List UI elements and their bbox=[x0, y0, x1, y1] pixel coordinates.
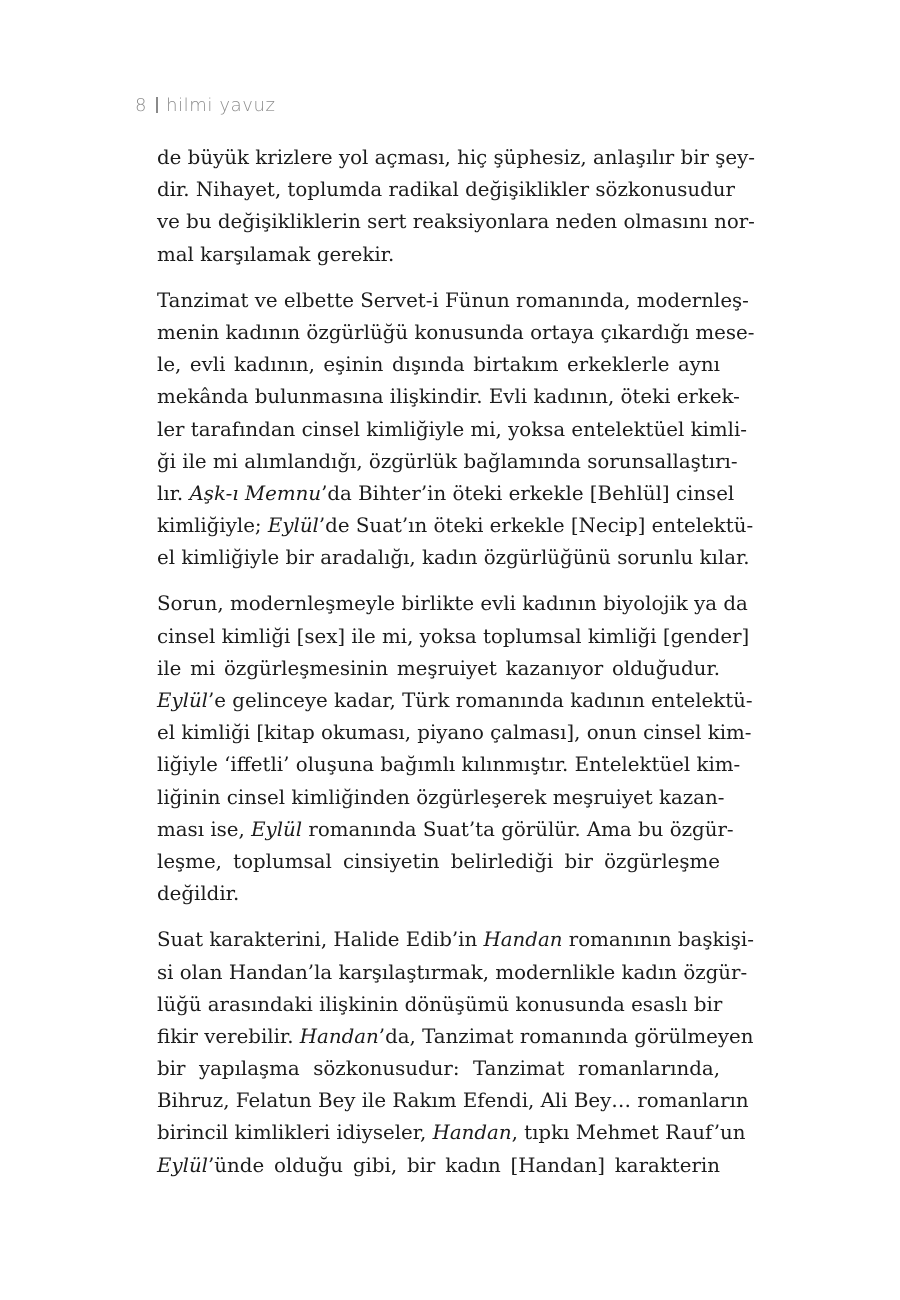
text-line: mal karşılamak gerekir. bbox=[157, 242, 395, 266]
text-line: lır. Aşk-ı Memnu’da Bihter’in öteki erkekle [Behlül] cinsel bbox=[157, 481, 735, 505]
paragraph bbox=[157, 588, 753, 910]
running-head bbox=[135, 95, 276, 116]
text-line: de büyük krizlere yol açması, hiç şüphesiz, anlaşılır bir şey- bbox=[157, 146, 755, 169]
text-line: le, evli kadının, eşinin dışında birtakım erkeklerle aynı bbox=[157, 353, 720, 377]
paragraph bbox=[157, 285, 755, 575]
text-line: Suat karakterini, Halide Edib’in Handan romanının başkişi- bbox=[157, 928, 754, 952]
text-line: ği ile mi alımlandığı, özgürlük bağlamında sorunsallaştırı- bbox=[157, 449, 738, 473]
paragraph bbox=[157, 924, 754, 1182]
italic-title: Eylül bbox=[157, 1153, 209, 1177]
italic-title: Eylül bbox=[251, 817, 303, 841]
text-line: ması ise, Eylül romanında Suat’ta görülür. Ama bu özgür- bbox=[157, 817, 734, 841]
text-line: Tanzimat ve elbette Servet-i Fünun romanında, modernleş- bbox=[157, 288, 749, 312]
paragraph bbox=[157, 142, 755, 271]
text-line: cinsel kimliği [sex] ile mi, yoksa toplumsal kimliği [gender] bbox=[157, 624, 750, 648]
text-line: bir yapılaşma sözkonusudur: Tanzimat romanlarında, bbox=[157, 1057, 720, 1081]
body-text bbox=[157, 142, 755, 1196]
text-line: menin kadının özgürlüğü konusunda ortaya çıkardığı mese- bbox=[157, 320, 755, 344]
text-line: değildir. bbox=[157, 882, 240, 906]
text-line: Bihruz, Felatun Bey ile Rakım Efendi, Ali Bey… romanların bbox=[157, 1089, 749, 1113]
text-line: leşme, toplumsal cinsiyetin belirlediği bir özgürleşme bbox=[157, 849, 720, 873]
text-line: ile mi özgürleşmesinin meşruiyet kazanıyor olduğudur. bbox=[157, 656, 720, 680]
author-name: hilmi yavuz bbox=[166, 95, 276, 116]
text-line: el kimliği [kitap okuması, piyano çalması], onun cinsel kim- bbox=[157, 721, 752, 745]
text-line: Eylül’ünde olduğu gibi, bir kadın [Handan] karakterin bbox=[157, 1153, 720, 1177]
italic-title: Handan bbox=[483, 928, 563, 952]
italic-title: Handan bbox=[299, 1024, 379, 1048]
text-line: ler tarafından cinsel kimliğiyle mi, yoksa entelektüel kimli- bbox=[157, 417, 747, 441]
header-separator bbox=[156, 97, 158, 113]
italic-title: Handan bbox=[432, 1121, 512, 1145]
text-line: kimliğiyle; Eylül’de Suat’ın öteki erkekle [Necip] entelektü- bbox=[157, 514, 754, 538]
text-line: mekânda bulunmasına ilişkindir. Evli kadının, öteki erkek- bbox=[157, 385, 740, 409]
page-number: 8 bbox=[135, 95, 148, 116]
italic-title: Aşk-ı Memnu bbox=[189, 481, 322, 505]
text-line: liğinin cinsel kimliğinden özgürleşerek meşruiyet kazan- bbox=[157, 785, 725, 809]
italic-title: Eylül bbox=[157, 689, 209, 712]
text-line: fikir verebilir. Handan’da, Tanzimat romanında görülmeyen bbox=[157, 1024, 754, 1048]
text-line: dir. Nihayet, toplumda radikal değişiklikler sözkonusudur bbox=[157, 178, 735, 202]
text-line: si olan Handan’la karşılaştırmak, modernlikle kadın özgür- bbox=[157, 960, 748, 984]
text-line: ve bu değişikliklerin sert reaksiyonlara neden olmasını nor- bbox=[157, 210, 755, 234]
text-line: birincil kimlikleri idiyseler, Handan, tıpkı Mehmet Rauf’un bbox=[157, 1121, 746, 1145]
text-line: Sorun, modernleşmeyle birlikte evli kadının biyolojik ya da bbox=[157, 592, 748, 616]
text-line: Eylül’e gelinceye kadar, Türk romanında kadının entelektü- bbox=[157, 689, 753, 712]
text-line: el kimliğiyle bir aradalığı, kadın özgürlüğünü sorunlu kılar. bbox=[157, 546, 750, 570]
text-line: liğiyle ‘iffetli’ oluşuna bağımlı kılınmıştır. Entelektüel kim- bbox=[157, 753, 741, 777]
italic-title: Eylül bbox=[267, 514, 319, 538]
text-line: lüğü arasındaki ilişkinin dönüşümü konusunda esaslı bir bbox=[157, 992, 723, 1016]
